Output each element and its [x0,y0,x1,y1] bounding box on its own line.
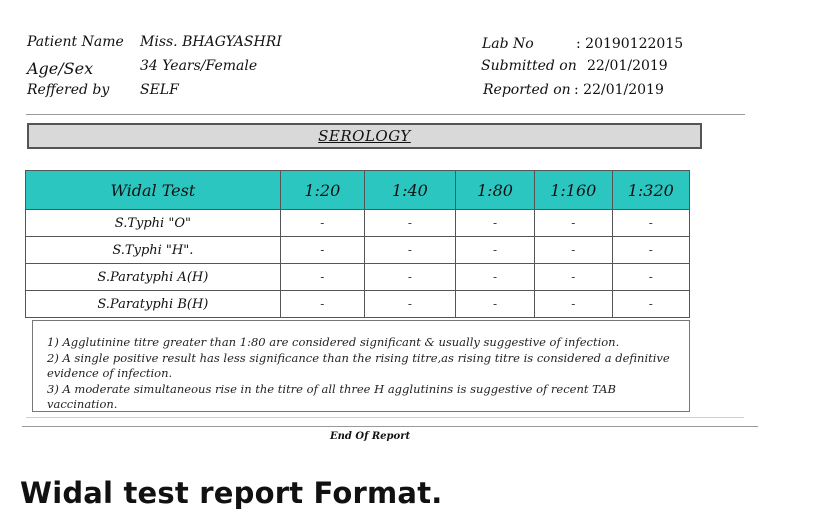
note-item: 1) Agglutinine titre greater than 1:80 are considered significant & usually suggestive of infection. [47,335,620,349]
row-test-name: S.Typhi "O" [26,210,281,237]
age-sex-label: Age/Sex [27,59,94,78]
row-value: - [364,210,455,237]
header-1-80: 1:80 [455,171,534,210]
note-item: 3) A moderate simultaneous rise in the titre of all three H agglutinins is suggestive of recent TAB vaccination. [47,382,616,411]
footer-divider-top [26,417,744,418]
widal-table [25,170,690,318]
row-value: - [280,210,364,237]
reported-on-label: Reported on [483,82,571,98]
interpretation-notes [32,320,690,412]
row-value: - [280,237,364,264]
row-value: - [455,210,534,237]
row-value: - [535,237,612,264]
row-test-name: S.Paratyphi B(H) [26,291,281,318]
row-value: - [364,291,455,318]
referred-by-value: SELF [140,82,179,98]
row-value: - [455,264,534,291]
referred-by-label: Reffered by [27,82,110,98]
table-row [26,264,690,291]
patient-name-label: Patient Name [27,34,124,50]
section-title: SEROLOGY [318,127,411,145]
table-header-row [26,171,690,210]
row-test-name: S.Typhi "H". [26,237,281,264]
row-value: - [535,291,612,318]
row-value: - [455,237,534,264]
header-divider [26,114,745,115]
page-caption: Widal test report Format. [20,476,443,510]
row-value: - [280,291,364,318]
patient-name-value: Miss. BHAGYASHRI [140,34,282,50]
footer-divider [22,426,758,427]
row-value: - [535,210,612,237]
row-test-name: S.Paratyphi A(H) [26,264,281,291]
row-value: - [455,291,534,318]
header-1-20: 1:20 [280,171,364,210]
table-row [26,210,690,237]
section-title-bar [27,123,702,149]
reported-on-value: : 22/01/2019 [574,82,664,98]
end-of-report: End Of Report [330,431,411,442]
submitted-on-label: Submitted on [481,58,577,74]
table-row [26,291,690,318]
row-value: - [364,264,455,291]
row-value: - [535,264,612,291]
lab-no-value: : 20190122015 [576,36,684,52]
row-value: - [280,264,364,291]
row-value: - [612,264,689,291]
header-1-40: 1:40 [364,171,455,210]
table-row [26,237,690,264]
header-1-320: 1:320 [612,171,689,210]
note-item: 2) A single positive result has less significance than the rising titre,as rising titre is considered a definitive evidence of infection. [47,351,670,380]
header-test: Widal Test [26,171,281,210]
row-value: - [612,210,689,237]
header-1-160: 1:160 [535,171,612,210]
submitted-on-value: 22/01/2019 [587,58,668,74]
row-value: - [612,237,689,264]
row-value: - [364,237,455,264]
age-sex-value: 34 Years/Female [140,58,258,74]
lab-no-label: Lab No [482,36,534,52]
row-value: - [612,291,689,318]
